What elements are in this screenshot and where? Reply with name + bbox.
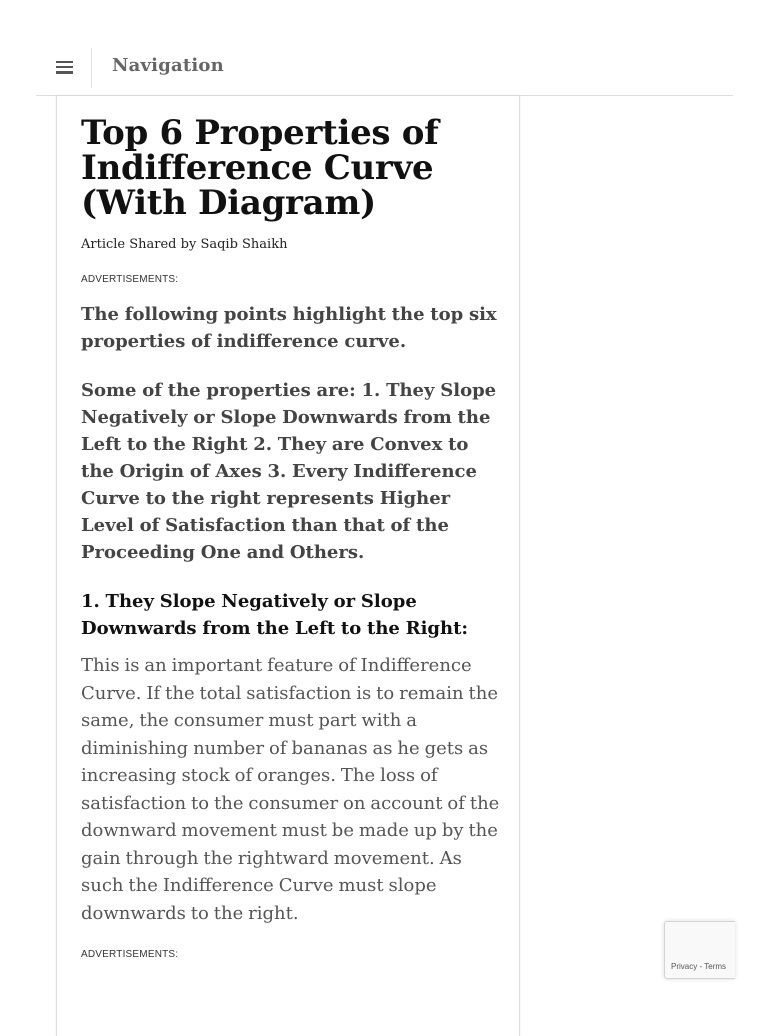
advertisement-label: ADVERTISEMENTS: — [81, 949, 179, 960]
properties-summary-paragraph: Some of the properties are: 1. They Slope Negatively or Slope Downwards from the Left to the Right 2. They are Convex to the Origin of Axes 3. Every Indifference Curve to the right represents Higher Level of Satisfaction than that of the Proceeding One and Others. — [81, 380, 497, 563]
navigation-label[interactable]: Navigation — [112, 55, 224, 76]
recaptcha-links — [671, 962, 726, 971]
link-separator: - — [697, 962, 705, 971]
article-byline: Article Shared by Saqib Shaikh — [81, 237, 288, 252]
article-card — [56, 95, 520, 1036]
terms-link[interactable]: Terms — [704, 962, 726, 971]
section-heading: 1. They Slope Negatively or Slope Downwards from the Left to the Right: — [81, 591, 469, 639]
article-title: Top 6 Properties of Indifference Curve (With Diagram) — [81, 113, 439, 223]
lead-paragraph: The following points highlight the top six properties of indifference curve. — [81, 304, 497, 352]
nav-divider — [91, 48, 92, 88]
menu-button[interactable] — [46, 48, 82, 86]
advertisement-label: ADVERTISEMENTS: — [81, 274, 179, 285]
section-body-paragraph: This is an important feature of Indifference Curve. If the total satisfaction is to remain the same, the consumer must part with a diminishing number of bananas as he gets as increasing stock of oranges. The loss of satisfaction to the consumer on account of the downward movement must be made up by the gain through the rightward movement. As such the Indifference Curve must slope downwards to the right. — [81, 655, 500, 924]
top-navigation-bar — [36, 40, 733, 96]
recaptcha-badge[interactable] — [664, 921, 735, 979]
hamburger-menu-icon — [56, 61, 73, 74]
privacy-link[interactable]: Privacy — [671, 962, 698, 971]
article-content — [81, 113, 501, 960]
